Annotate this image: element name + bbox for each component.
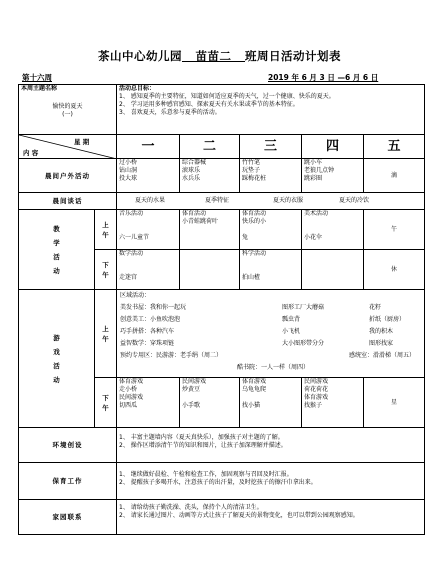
morning-talk-row <box>19 193 425 210</box>
care-row <box>19 463 425 500</box>
area-item: 折纸（厨房） <box>369 316 406 323</box>
area-item: 巧手拼搭：各种汽车 <box>120 328 175 335</box>
outdoor-cell <box>117 159 180 193</box>
goal-item: 2、 学习运用多种感官感知、探索夏天有关水果或季节的基本特征。 <box>119 101 299 108</box>
talk-item: 夏季特征 <box>205 197 230 204</box>
care-cell <box>117 463 425 500</box>
teaching-cell: 音乐活动 六一儿童节 <box>117 210 180 250</box>
care-item: 1、 继续做好晨检、午检和检查工作，加固观察与召回及时汇报。 <box>119 471 293 478</box>
cell-line: 水兵乐 <box>182 175 201 182</box>
family-item: 2、 请家长通过图片、动画等方式让孩子了解夏天的景物变化，也可以带到公园观察感知。 <box>119 512 359 519</box>
care-label: 保育工作 <box>19 463 117 500</box>
day-header-row <box>19 135 425 159</box>
teaching-am-label: 上午 <box>95 210 117 250</box>
theme-label: 本周主题名称 <box>21 85 58 92</box>
environment-cell <box>117 428 425 463</box>
teaching-am-row <box>19 210 425 250</box>
area-title: 区域活动： <box>120 292 151 299</box>
games-cell: 民间游戏 炒黄豆 小手歌 <box>180 378 240 428</box>
cell-line: 竹竹笔 <box>242 159 261 166</box>
school-name: 茶山中心幼儿园 <box>97 49 182 63</box>
day-header-corner <box>19 135 117 159</box>
day-wednesday: 三 <box>240 135 302 159</box>
morning-talk-cell <box>117 193 425 210</box>
area-item: 酷书院：一人一样（周四） <box>237 364 310 371</box>
games-cell: 体育游戏 走小桥 民间游戏 切西瓜 <box>117 378 180 428</box>
outdoor-cell <box>240 159 302 193</box>
environment-label: 环境创设 <box>19 428 117 463</box>
morning-talk-label: 晨间谈话 <box>19 193 117 210</box>
care-item: 2、 提醒孩子多喝开水，注意孩子的出汗量，及时挖孩子的擦汗巾拿出来。 <box>119 479 317 486</box>
teaching-cell: 美术活动 小花伞 <box>302 210 364 250</box>
page-title <box>0 48 439 64</box>
area-item: 益智数学：穿珠项链 <box>120 340 175 347</box>
teaching-label: 教学活动 <box>19 210 95 290</box>
area-activities-cell <box>117 290 425 378</box>
outdoor-cell <box>364 159 425 193</box>
week-number: 第十六周 <box>22 73 52 82</box>
area-item: 瓢虫背 <box>282 316 301 323</box>
teaching-cell: 午 <box>364 210 425 250</box>
teaching-cell: 休 <box>364 250 425 290</box>
family-item: 1、 请给幼孩子勤洗澡、洗头，保持个人的清洁卫生。 <box>119 504 263 511</box>
day-monday: 一 <box>117 135 180 159</box>
theme-name: 愉快的夏天 <box>52 103 83 110</box>
area-item: 大小图形带分分 <box>282 340 325 347</box>
area-item: 我的积木 <box>369 328 394 335</box>
outdoor-cell <box>180 159 240 193</box>
theme-row <box>19 85 425 135</box>
goal-item: 3、 喜欢夏天，乐意参与夏季的活动。 <box>119 109 221 116</box>
day-friday: 五 <box>364 135 425 159</box>
games-label: 游戏活动 <box>19 290 95 428</box>
outdoor-label: 晨间户外活动 <box>19 159 117 193</box>
talk-item: 夏天的水果 <box>135 197 166 204</box>
environment-row <box>19 428 425 463</box>
talk-item: 夏天的冷饮 <box>339 197 370 204</box>
content-header-label: 内 容 <box>23 149 39 157</box>
goal-item: 1、 感知夏季的主要特征，知道如何适应夏季的天气，过一个健康、快乐的夏天。 <box>119 93 335 100</box>
teaching-cell <box>302 250 364 290</box>
theme-number: (一) <box>62 111 73 118</box>
class-name: 苗苗二 <box>195 49 232 63</box>
cell-line: 跳彩圈 <box>304 175 323 182</box>
area-item: 预约专用区：民游游：老手绢（周二） <box>120 352 223 359</box>
games-cell: 民间游戏 荷花荷花 体育游戏 找猴子 <box>302 378 364 428</box>
outdoor-cell <box>302 159 364 193</box>
cell-line: 投大球 <box>119 175 138 182</box>
area-item: 小飞机 <box>282 328 301 335</box>
cell-line: 综合器械 <box>182 159 207 166</box>
cell-line: 过小桥 <box>119 159 138 166</box>
environment-item: 2、 操作区增添清午节的知识和图片，让孩子加深理解并描述。 <box>119 442 287 449</box>
area-item: 图形找家 <box>369 340 394 347</box>
games-cell: 体育游戏 乌龟龟爬 找小猫 <box>240 378 302 428</box>
cell-line: 滚球乐 <box>182 167 201 174</box>
day-thursday: 四 <box>302 135 364 159</box>
games-pm-label: 下午 <box>95 378 117 428</box>
teaching-cell: 体育活动 快乐的小 兔 <box>240 210 302 250</box>
title-suffix: 班周日活动计划表 <box>245 49 342 63</box>
cell-line: 玩垫子 <box>242 167 261 174</box>
cell-line: 滴 <box>391 171 398 179</box>
teaching-cell: 科学活动 拍山楂 <box>240 250 302 290</box>
cell-line: 老狼几点钟 <box>304 167 335 174</box>
goals-title: 活动总目标： <box>119 85 156 92</box>
cell-line: 跳小车 <box>304 159 323 166</box>
games-cell: 星 <box>364 378 425 428</box>
outdoor-row <box>19 159 425 193</box>
talk-item: 夏天的衣服 <box>273 197 304 204</box>
goals-cell <box>117 85 425 135</box>
cell-line: 踩梅花桩 <box>242 175 267 182</box>
teaching-cell <box>180 250 240 290</box>
teaching-cell: 数学活动 走迷宫 <box>117 250 180 290</box>
family-cell <box>117 500 425 535</box>
environment-item: 1、 丰富主题墙内容（夏天真快乐），加强孩子对主题的了解。 <box>119 434 284 441</box>
area-item: 花籽 <box>369 304 382 311</box>
area-item: 创意美工：小鱼吹泡泡 <box>120 316 181 323</box>
games-am-row <box>19 290 425 378</box>
theme-cell <box>19 85 117 135</box>
family-row <box>19 500 425 535</box>
area-item: 图形工厂大蘑菇 <box>282 304 325 311</box>
area-item: 美发书屋：我和你一起玩 <box>120 304 187 311</box>
area-item: 感统室：滑滑梯（周五） <box>349 352 416 359</box>
cell-line: 钻山洞 <box>119 167 138 174</box>
weekly-plan-table <box>18 84 425 535</box>
teaching-pm-label: 下午 <box>95 250 117 290</box>
day-header-label: 星 期 <box>74 138 90 146</box>
games-am-label: 上午 <box>95 290 117 378</box>
day-tuesday: 二 <box>180 135 240 159</box>
teaching-cell: 体育活动 小青蛙跳荷叶 <box>180 210 240 250</box>
date-range: 2019 年 6 月 3 日 —6 月 6 日 <box>268 73 379 82</box>
family-label: 家园联系 <box>19 500 117 535</box>
